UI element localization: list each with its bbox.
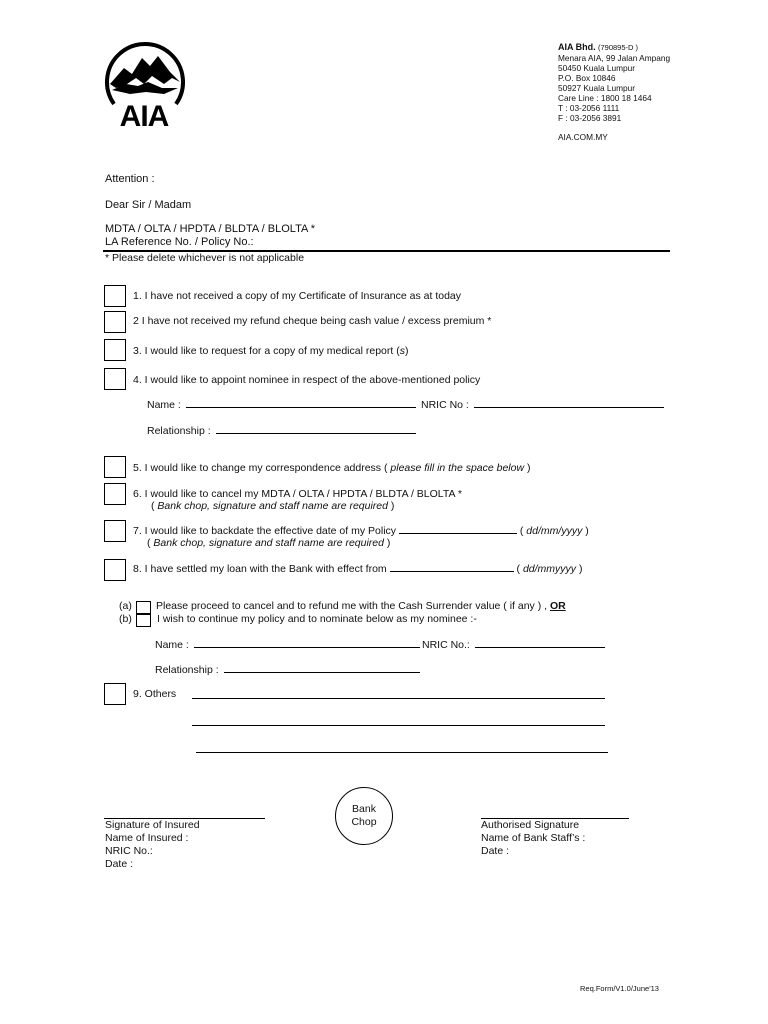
insured-date-label: Date : [105, 858, 134, 870]
item-5-italic: please fill in the space below [387, 462, 527, 474]
option-a-text: Please proceed to cancel and to refund me with the Cash Surrender value ( if any ) , [156, 600, 548, 612]
nominee-relationship-label: Relationship : [147, 425, 211, 437]
checkbox-3[interactable] [104, 339, 126, 361]
option-b-checkbox[interactable] [136, 614, 151, 627]
checkbox-7[interactable] [104, 520, 126, 542]
aia-mountain-logo-icon [102, 38, 186, 130]
form-reference: Req.Form/V1.0/June'13 [580, 984, 659, 993]
item-6: 6. I would like to cancel my MDTA / OLTA / HPDTA / BLDTA / BLOLTA * [133, 488, 462, 500]
nominee-name-field[interactable] [186, 406, 416, 408]
insured-nric-label: NRIC No.: [105, 845, 153, 857]
option-a-label: (a) [119, 600, 132, 612]
checkbox-9[interactable] [104, 683, 126, 705]
item-7-note-italic: Bank chop, signature and staff name are required [150, 537, 387, 549]
nominee-nric-label: NRIC No : [421, 399, 469, 411]
authorised-signature-label: Authorised Signature [481, 819, 580, 831]
option-b-nric-row [422, 639, 605, 651]
aia-logo [102, 38, 186, 130]
option-b-name-label: Name : [155, 639, 189, 651]
checkbox-4[interactable] [104, 368, 126, 390]
nominee-relationship-row [147, 425, 416, 437]
item-6-note-italic: Bank chop, signature and staff name are required [154, 500, 391, 512]
company-care-line: Care Line : 1800 18 1464 [558, 93, 652, 103]
option-a-or: OR [549, 600, 566, 612]
item-4: 4. I would like to appoint nominee in respect of the above-mentioned policy [133, 374, 481, 386]
item-3-text: 3. I would like to request for a copy of my medical report ( [133, 345, 400, 357]
item-9: 9. Others [133, 688, 177, 700]
delete-note: * Please delete whichever is not applicable [105, 252, 305, 264]
checkbox-8[interactable] [104, 559, 126, 581]
nominee-nric-row [421, 399, 664, 411]
item-6-note [151, 500, 394, 512]
item-7-text: 7. I would like to backdate the effective date of my Policy [133, 525, 397, 537]
item-8-format: dd/mmyyyy [520, 563, 579, 575]
item-8 [133, 563, 582, 575]
option-b-label: (b) [119, 613, 132, 625]
nominee-relationship-field[interactable] [216, 432, 416, 434]
option-b-relationship-row [155, 664, 420, 676]
option-b-relationship-label: Relationship : [155, 664, 219, 676]
option-b-text: I wish to continue my policy and to nominate below as my nominee :- [157, 613, 477, 625]
nominee-name-label: Name : [147, 399, 181, 411]
option-b-name-row [155, 639, 420, 651]
loan-settled-date-field[interactable] [390, 570, 514, 572]
item-8-format-close: ) [578, 563, 583, 575]
item-3 [133, 345, 408, 357]
bank-chop-line1: Bank [352, 803, 376, 815]
option-b-nric-field[interactable] [475, 646, 605, 648]
company-web: AIA.COM.MY [558, 132, 608, 142]
company-tel: T : 03-2056 1111 [558, 103, 620, 113]
item-5-close: ) [526, 462, 531, 474]
company-name: AIA Bhd. [558, 42, 596, 52]
item-3-close: ) [404, 345, 409, 357]
item-7-note [147, 537, 390, 549]
reference-line: LA Reference No. / Policy No.: [105, 236, 254, 248]
item-5 [133, 462, 530, 474]
item-7-format-close: ) [585, 525, 589, 537]
item-8-text: 8. I have settled my loan with the Bank with effect from [133, 563, 387, 575]
item-7 [133, 525, 589, 537]
bank-staff-date-label: Date : [481, 845, 510, 857]
item-1: 1. I have not received a copy of my Certificate of Insurance as at today [133, 290, 462, 302]
item-7-note-open: ( [147, 537, 151, 549]
option-b-name-field[interactable] [194, 646, 420, 648]
option-a [156, 600, 566, 612]
nominee-nric-field[interactable] [474, 406, 664, 408]
item-2: 2 I have not received my refund cheque being cash value / excess premium * [133, 315, 492, 327]
company-po-box: P.O. Box 10846 [558, 73, 616, 83]
checkbox-5[interactable] [104, 456, 126, 478]
nominee-name-row [147, 399, 416, 411]
checkbox-2[interactable] [104, 311, 126, 333]
bank-staff-name-label: Name of Bank Staff’s : [481, 832, 586, 844]
company-address3: 50927 Kuala Lumpur [558, 83, 636, 93]
products-line: MDTA / OLTA / HPDTA / BLDTA / BLOLTA * [105, 223, 316, 235]
insured-name-label: Name of Insured : [105, 832, 189, 844]
item-5-text: 5. I would like to change my correspondence address ( [133, 462, 388, 474]
others-line-2[interactable] [192, 725, 605, 726]
insured-signature-label: Signature of Insured [105, 819, 200, 831]
company-reg: (790895-D ) [597, 43, 639, 52]
item-6-note-close: ) [390, 500, 395, 512]
company-info [558, 42, 670, 142]
attention: Attention : [105, 173, 155, 185]
item-7-note-close: ) [386, 537, 391, 549]
checkbox-6[interactable] [104, 483, 126, 505]
company-fax: F : 03-2056 3891 [558, 113, 622, 123]
bank-chop [335, 787, 393, 845]
option-b-nric-label: NRIC No.: [422, 639, 470, 651]
option-b-relationship-field[interactable] [224, 671, 420, 673]
company-address1: Menara AIA, 99 Jalan Ampang [558, 53, 671, 63]
option-a-checkbox[interactable] [136, 601, 151, 614]
checkbox-1[interactable] [104, 285, 126, 307]
bank-chop-line2: Chop [351, 816, 377, 828]
backdate-field[interactable] [399, 532, 517, 534]
others-line-1[interactable] [192, 698, 605, 699]
item-8-format-open: ( [516, 563, 521, 575]
others-line-3[interactable] [196, 752, 608, 753]
logo-text: AIA [119, 100, 169, 130]
company-address2: 50450 Kuala Lumpur [558, 63, 636, 73]
item-6-note-open: ( [151, 500, 155, 512]
item-7-format: dd/mm/yyyy [523, 525, 586, 537]
item-3-italic: s [399, 345, 405, 357]
item-7-format-open: ( [519, 525, 524, 537]
salutation: Dear Sir / Madam [105, 199, 192, 211]
